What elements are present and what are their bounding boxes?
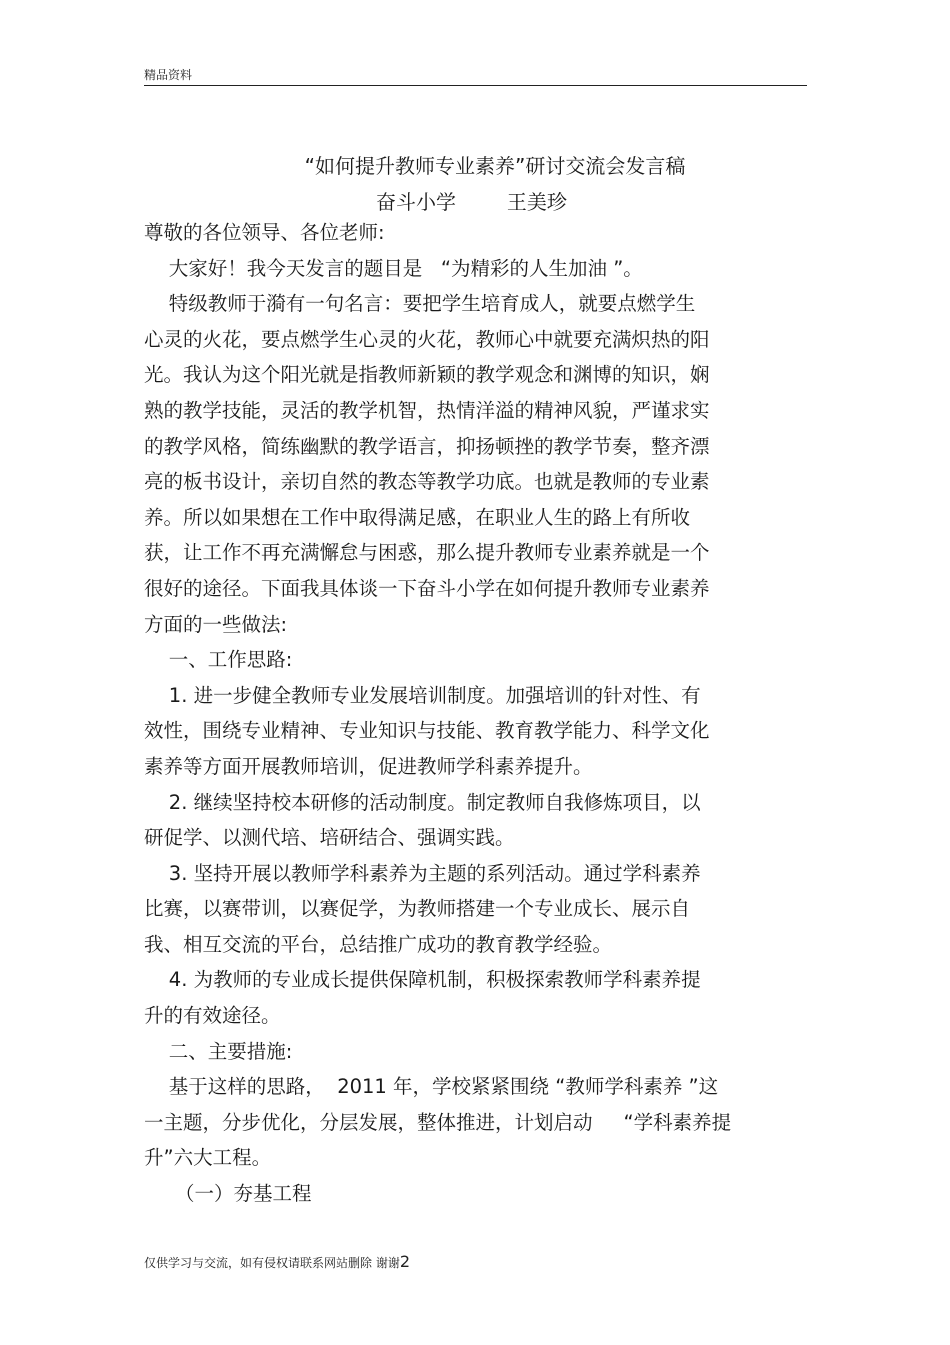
subsection-heading: （一）夯基工程	[144, 1182, 312, 1206]
text-line: 3. 坚持开展以教师学科素养为主题的系列活动。通过学科素养	[144, 861, 701, 885]
text-line: 基于这样的思路， 2011 年，学校紧紧围绕 “教师学科素养 ”这	[144, 1075, 719, 1099]
text-line: 尊敬的各位领导、各位老师:	[144, 221, 385, 244]
text-line: 研促学、以测代培、培研结合、强调实践。	[144, 826, 515, 850]
text-line: 获，让工作不再充满懈怠与困惑，那么提升教师专业素养就是一个	[144, 541, 710, 565]
text-line: 我、相互交流的平台，总结推广成功的教育教学经验。	[144, 932, 613, 956]
section-heading: 一、工作思路:	[144, 648, 293, 672]
text-line: 一主题，分步优化，分层发展，整体推进，计划启动 “学科素养提	[144, 1110, 732, 1134]
text-line: 熟的教学技能，灵活的教学机智，热情洋溢的精神风貌，严谨求实	[144, 398, 710, 422]
text-line: 比赛，以赛带训，以赛促学，为教师搭建一个专业成长、展示自	[144, 897, 691, 921]
header-rule	[144, 85, 807, 86]
text-line: 素养等方面开展教师培训，促进教师学科素养提升。	[144, 754, 593, 778]
text-line: 方面的一些做法:	[144, 612, 288, 636]
footer-text: 仅供学习与交流，如有侵权请联系网站删除 谢谢	[144, 1256, 400, 1270]
text-line: 升的有效途径。	[144, 1004, 281, 1028]
text-line: 亮的板书设计，亲切自然的教态等教学功底。也就是教师的专业素	[144, 470, 710, 494]
text-line: 的教学风格，简练幽默的教学语言，抑扬顿挫的教学节奏，整齐漂	[144, 434, 710, 458]
section-heading: 二、主要措施:	[144, 1039, 293, 1063]
text-line: 效性，围绕专业精神、专业知识与技能、教育教学能力、科学文化	[144, 719, 710, 743]
text-line: 养。所以如果想在工作中取得满足感，在职业人生的路上有所收	[144, 505, 691, 529]
author-name: 王美珍	[506, 190, 567, 214]
text-line: 心灵的火花，要点燃学生心灵的火花，教师心中就要充满炽热的阳	[144, 327, 710, 351]
text-line: 大家好！我今天发言的题目是 “为精彩的人生加油 ”。	[144, 256, 643, 280]
text-line: 光。我认为这个阳光就是指教师新颖的教学观念和渊博的知识，娴	[144, 363, 710, 387]
document-title	[0, 150, 950, 179]
page-number: 2	[399, 1252, 411, 1271]
author-line	[376, 186, 567, 215]
text-line: 4. 为教师的专业成长提供保障机制，积极探索教师学科素养提	[144, 968, 701, 992]
title-text: “如何提升教师专业素养”研讨交流会发言稿	[304, 154, 686, 178]
body-text	[144, 215, 809, 1212]
text-line: 2. 继续坚持校本研修的活动制度。制定教师自我修炼项目，以	[144, 790, 701, 814]
text-line: 特级教师于漪有一句名言：要把学生培育成人，就要点燃学生	[144, 292, 696, 316]
text-line: 很好的途径。下面我具体谈一下奋斗小学在如何提升教师专业素养	[144, 576, 710, 600]
footer	[144, 1252, 410, 1271]
author-school: 奋斗小学	[376, 190, 456, 214]
header-label: 精品资料	[144, 68, 193, 82]
text-line: 升”六大工程。	[144, 1146, 272, 1170]
text-line: 1. 进一步健全教师专业发展培训制度。加强培训的针对性、有	[144, 683, 701, 707]
